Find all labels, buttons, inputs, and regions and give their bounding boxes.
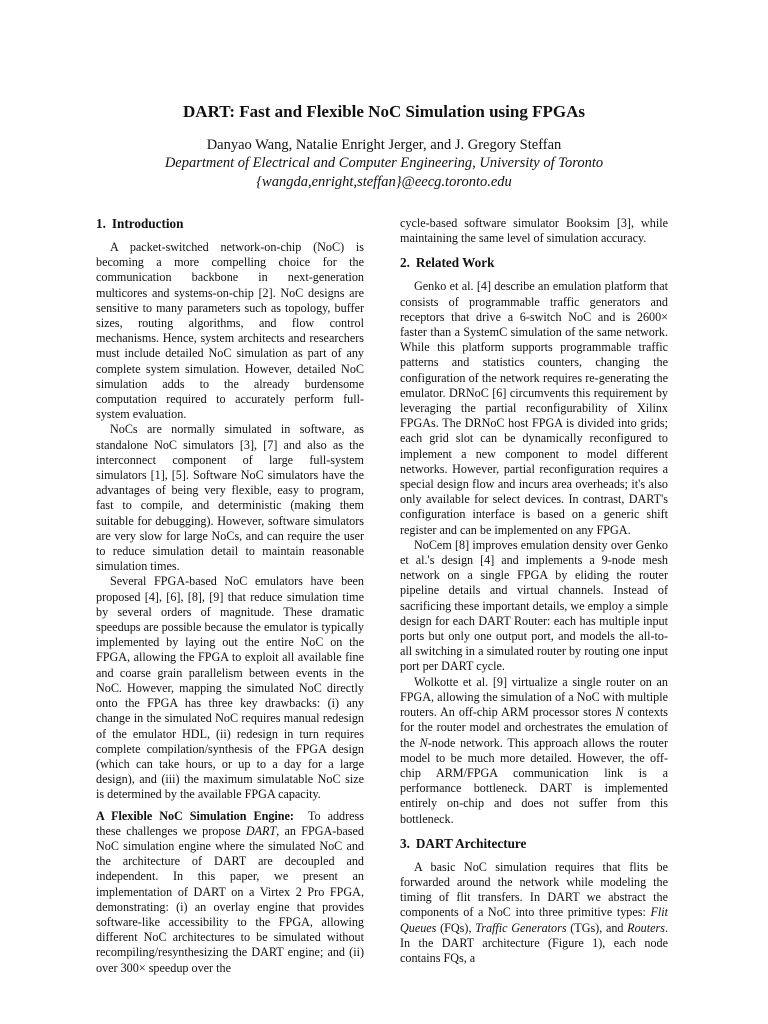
related-paragraph-1: Genko et al. [4] describe an emulation platform that consists of programmable traffic generators and receptors that drive a 6-switch NoC and is 2600× faster than a SystemC simulation of the same network. While this platform supports programmable traffic patterns and statistics counters, changing the configuration of the network requires re-generating the emulator. DRNoC [6] circumvents this requirement by leveraging the partial reconfigurability of Xilinx FPGAs. The DRNoC host FPGA is divided into grids; each grid slot can be dynamically reconfigured to implement a new component to model different networks. However, partial reconfiguration requires a special design flow and incurs area overheads; it's also only available for select devices. In contrast, DART's configuration interface is based on a generic shift register and can be implemented on any FPGA. bbox=[400, 279, 668, 537]
section-heading-related-work bbox=[400, 255, 668, 271]
intro-paragraph-3: Several FPGA-based NoC emulators have been proposed [4], [6], [8], [9] that reduce simulation time by several orders of magnitude. These dramatic speedups are possible because the emulator is typically implemented by laying out the entire NoC on the FPGA, allowing the FPGA to exploit all available fine and coarse grain parallelism between events in the NoC. However, mapping the simulated NoC directly onto the FPGA has three key drawbacks: (i) any change in the simulated NoC requires manual redesign of the emulator HDL, (ii) redesign in turn requires complete compilation/synthesis of the FPGA design (which can take hours, or up to a day for a large design), and (iii) the maximum simulatable NoC size is determined by the available FPGA capacity. bbox=[96, 574, 364, 802]
author-list: Danyao Wang, Natalie Enright Jerger, and J. Gregory Steffan bbox=[206, 136, 562, 153]
text-span: (TGs), and bbox=[570, 920, 624, 935]
term-flit-queues: Flit Queues bbox=[400, 905, 668, 935]
intro-paragraph-4 bbox=[96, 809, 364, 976]
text-span: A basic NoC simulation requires that flits be forwarded around the network while modeling the timing of flit transfers. In DART we abstract the components of a NoC into three primitive types: bbox=[400, 859, 668, 920]
text-span: . In the DART architecture (Figure 1), each node contains FQs, a bbox=[400, 920, 668, 965]
section-heading-dart-architecture bbox=[400, 836, 668, 852]
term-traffic-generators: Traffic Generators bbox=[475, 920, 567, 935]
intro-paragraph-1: A packet-switched network-on-chip (NoC) is becoming a more compelling choice for the communication backbone in next-generation multicores and systems-on-chip [2]. NoC designs are sensitive to many parameters such as topology, buffer sizes, routing algorithms, and flow control mechanisms. Hence, system architects and researchers must include detailed NoC simulation as part of any complete system simulation. However, detailed NoC simulation adds to the already burdensome computation required to accurately perform full-system evaluation. bbox=[96, 240, 364, 422]
section-title: Introduction bbox=[111, 216, 184, 231]
text-span: (FQs), bbox=[440, 920, 472, 935]
math-n: N bbox=[615, 705, 624, 720]
text-span: To address these challenges we propose bbox=[96, 808, 364, 838]
text-span: Wolkotte et al. [9] virtualize a single router on an FPGA, allowing the simulation of a NoC with multiple routers. An off-chip ARM processor stores bbox=[400, 674, 668, 720]
section-number: 1. bbox=[96, 216, 106, 231]
runin-heading: A Flexible NoC Simulation Engine: bbox=[96, 808, 294, 823]
section-title: Related Work bbox=[415, 255, 495, 271]
author-email: {wangda,enright,steffan}@eecg.toronto.edu bbox=[256, 174, 512, 191]
text-span: -node network. This approach allows the router model to be much more detailed. However, the off-chip ARM/FPGA communication link is a performance bottleneck. DART is implemented entirely on-chip and does not suffer from this bottleneck. bbox=[400, 735, 668, 826]
section-number: 2. bbox=[400, 255, 410, 271]
related-paragraph-3 bbox=[400, 675, 668, 827]
text-span: , an FPGA-based NoC simulation engine where the simulated NoC and the architecture of DART are decoupled and independent. In this paper, we present an implementation of DART on a Virtex 2 Pro FPGA, demonstrating: (i) an overlay engine that provides software-like accessibility to the FPGA, allowing different NoC architectures to be simulated without recompiling/resynthesizing the DART engine; and (ii) over 300× speedup over the bbox=[96, 823, 364, 975]
section-number: 3. bbox=[400, 835, 410, 851]
text-span: contexts for the router model and orchestrates the emulation of the bbox=[400, 705, 668, 750]
section-title: DART Architecture bbox=[415, 835, 527, 851]
dart-name: DART bbox=[245, 823, 277, 838]
paper-title: DART: Fast and Flexible NoC Simulation using FPGAs bbox=[183, 102, 585, 121]
title-block bbox=[60, 102, 708, 192]
arch-paragraph-1 bbox=[400, 860, 668, 966]
left-column bbox=[96, 216, 364, 976]
affiliation: Department of Electrical and Computer Engineering, University of Toronto bbox=[164, 155, 604, 172]
section-heading-introduction bbox=[96, 216, 364, 232]
intro-paragraph-4-cont: cycle-based software simulator Booksim [3], while maintaining the same level of simulation accuracy. bbox=[400, 216, 668, 246]
term-routers: Routers bbox=[627, 920, 665, 935]
intro-paragraph-2: NoCs are normally simulated in software, as standalone NoC simulators [3], [7] and also as the interconnect component of large full-system simulators [1], [5]. Software NoC simulators have the advantages of being very flexible, easy to program, fast to compile, and deterministic (making them suitable for debugging). However, software simulators are very slow for large NoCs, and can require the user to reduce simulation detail to maintain reasonable simulation times. bbox=[96, 422, 364, 574]
math-n: N bbox=[419, 735, 428, 750]
related-paragraph-2: NoCem [8] improves emulation density over Genko et al.'s design [4] and implements a 9-node mesh network on a single FPGA by eliding the router pipeline details and virtual channels. Instead of sacrificing these important details, we employ a simple design for each DART Router: each has multiple input ports but only one output port, and models the all-to-all switching in a simulated router by routing one input port per DART cycle. bbox=[400, 537, 668, 674]
right-column bbox=[400, 216, 668, 966]
